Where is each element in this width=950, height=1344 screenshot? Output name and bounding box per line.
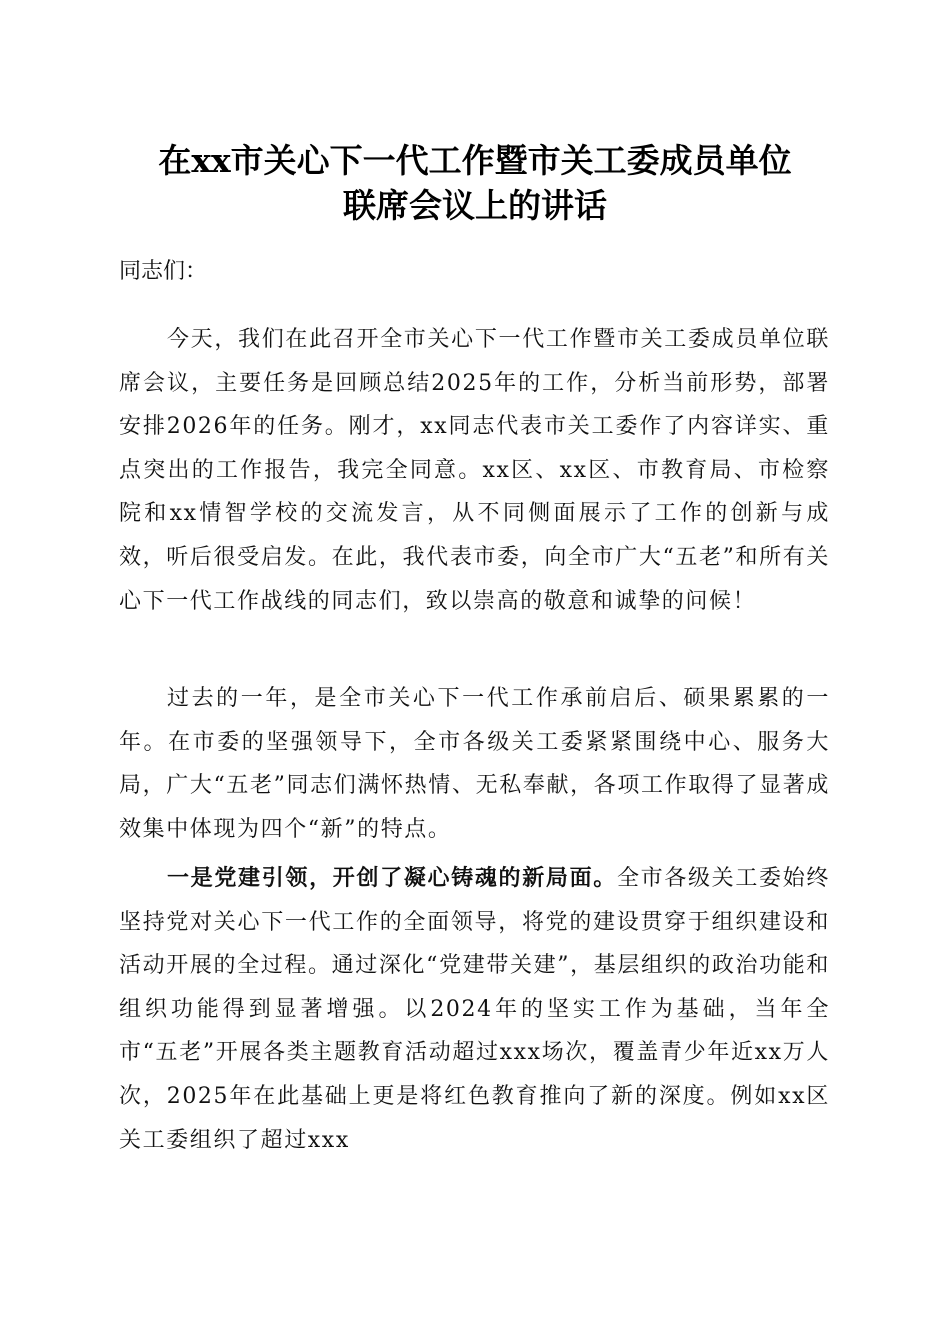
paragraph-text: 过去的一年，是全市关心下一代工作承前启后、硕果累累的一年。在市委的坚强领导下，全市各级关工委紧紧围绕中心、服务大局，广大“五老”同志们满怀热情、无私奉献，各项工作取得了显著成效集中体现为四个“新”的特点。	[119, 686, 830, 842]
document-title-line-1: 在xx市关心下一代工作暨市关工委成员单位	[158, 141, 792, 180]
paragraph-point-one	[119, 857, 830, 1162]
document-title-line-2: 联席会议上的讲话	[343, 186, 607, 225]
paragraph-text: 全市各级关工委始终坚持党对关心下一代工作的全面领导，将党的建设贯穿于组织建设和活动开展的全过程。通过深化“党建带关建”，基层组织的政治功能和组织功能得到显著增强。以2024年的坚实工作为基础，当年全市“五老”开展各类主题教育活动超过xxx场次，覆盖青少年近xx万人次，2025年在此基础上更是将红色教育推向了新的深度。例如xx区关工委组织了超过xxx	[119, 866, 831, 1153]
paragraph-text: 今天，我们在此召开全市关心下一代工作暨市关工委成员单位联席会议，主要任务是回顾总结2025年的工作，分析当前形势，部署安排2026年的任务。刚才，xx同志代表市关工委作了内容详实、重点突出的工作报告，我完全同意。xx区、xx区、市教育局、市检察院和xx情智学校的交流发言，从不同侧面展示了工作的创新与成效，听后很受启发。在此，我代表市委，向全市广大“五老”和所有关心下一代工作战线的同志们，致以崇高的敬意和诚挚的问候！	[119, 327, 830, 614]
paragraph-review	[119, 677, 830, 851]
salutation: 同志们：	[119, 259, 208, 284]
paragraph-lead-heading: 一是党建引领，开创了凝心铸魂的新局面。	[167, 865, 617, 891]
paragraph-opening	[119, 318, 830, 623]
